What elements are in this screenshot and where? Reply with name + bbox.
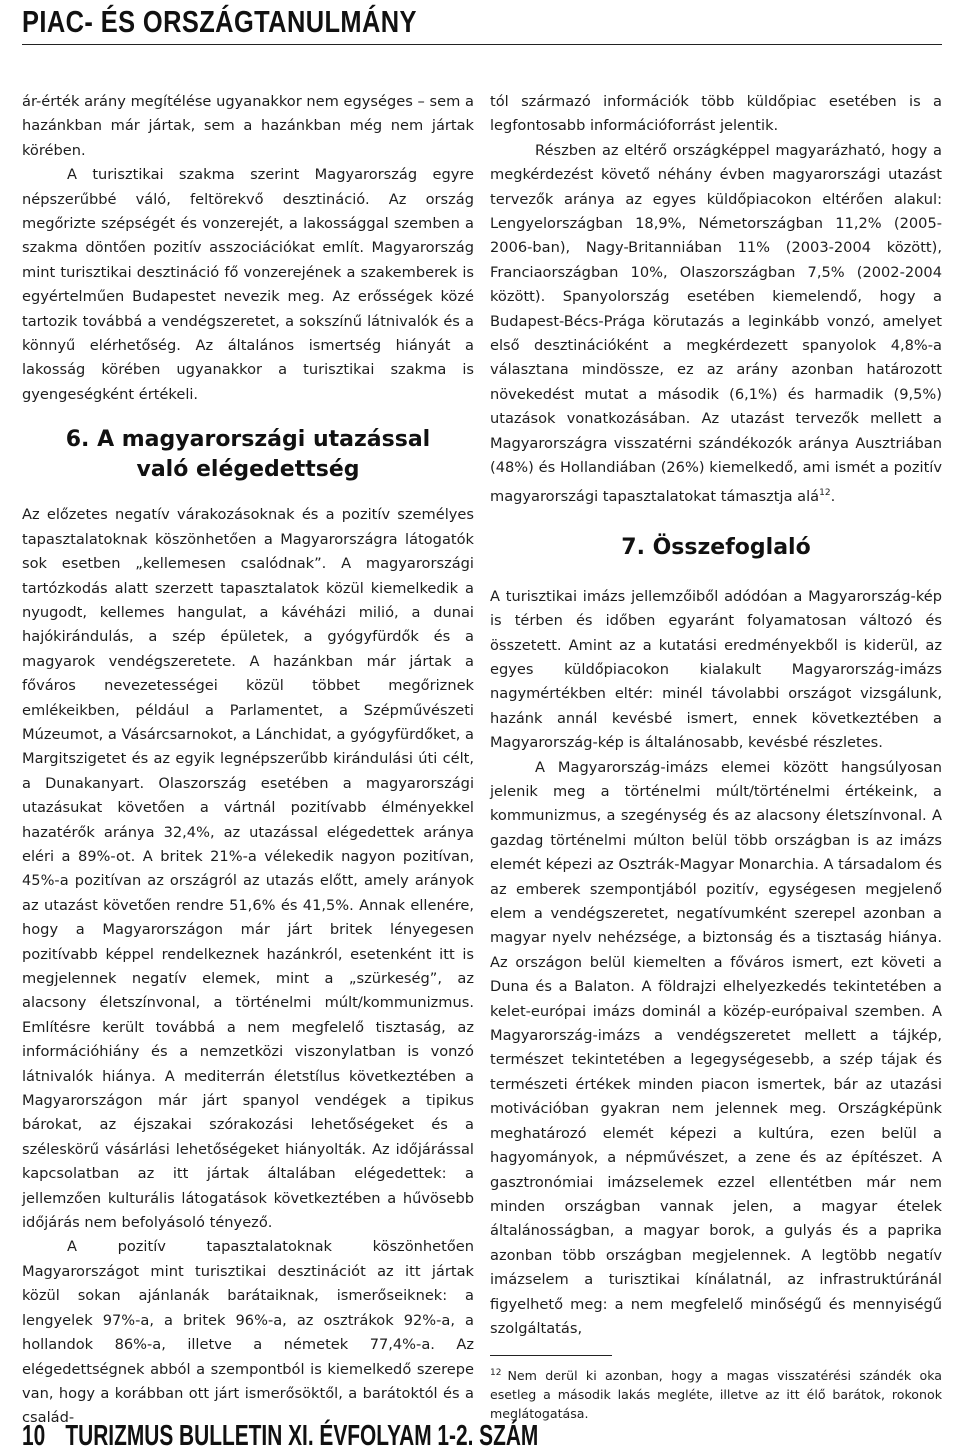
section-7-heading: 7. Összefoglaló [621, 534, 811, 560]
footnote-reference: 12 [819, 487, 831, 498]
right-column [490, 90, 942, 1423]
right-paragraph-2 [490, 139, 942, 509]
publication-title: TURIZMUS BULLETIN XI. ÉVFOLYAM 1-2. SZÁM [65, 1420, 539, 1452]
right-paragraph-2-end: . [830, 487, 836, 505]
page-header-title: PIAC- ÉS ORSZÁGTANULMÁNY [22, 4, 417, 39]
right-paragraph-1: tól származó információk több küldőpiac esetében is a legfontosabb információforrást jelentik. [490, 93, 942, 135]
page-footer [22, 1420, 538, 1453]
footnote-text: Nem derül ki azonban, hogy a magas visszatérési szándék oka esetleg a második lakás megléte, illetve az itt élő barátok, rokonok meglátogatása. [490, 1368, 942, 1421]
footnote-divider [490, 1355, 612, 1356]
right-paragraph-2-text: Részben az eltérő országképpel magyarázható, hogy a megkérdezést követő néhány évben magyarországi utazást tervezők aránya az egyes küldőpiacokon eltérően alakul: Lengyelországban 18,9%, Németországban 11,2% (2005-2006-ban), Nagy-Britanniában 11% (2003-2004 között), Franciaországban 10%, Olaszországban 7,5% (2002-2004 között). Spanyolország esetében kiemelendő, hogy a Budapest-Bécs-Prága körutazás a leginkább vonzó, amelyet első desztinációként a megkérdezett spanyolok 4,8%-a választana mindössze, ez az arány azonban határozott növekedést mutat a második (6,1%) és harmadik (9,5%) utazások vonatkozásában. Az utazást tervezők mellett a Magyarországra visszatérni szándékozók aránya Ausztriában (48%) és Hollandiában (26%) kiemelkedő, ami ismét a pozitív magyarországi tapasztalatokat támasztja alá [490, 141, 942, 505]
section-6-heading: 6. A magyarországi utazással való elégedettség [65, 427, 431, 483]
footnote-number: 12 [490, 1368, 502, 1379]
left-paragraph-3: Az előzetes negatív várakozásoknak és a pozitív személyes tapasztalatoknak köszönhetően a Magyarországra látogatók sok esetben „kellemesen csalódnak”. A magyarországi tartózkodás alatt szerzett tapasztalatok közül kiemelkedik a nyugodt, kellemes hangulat, a kávéházi milió, a dunai hajókirándulás, a szép épületek, a gyógyfürdők és a magyarok vendégszeretete. A hazánkban már jártak a főváros nevezetességei közül többet megőriznek emlékeikben, például a Parlamentet, a Szépművészeti Múzeumot, a Vásárcsarnokot, a Lánchidat, a gyógyfürdőket, a Margitszigetet és az egyik legnépszerűbb kirándulási úti célt, a Dunakanyart. Olaszország esetében a magyarországi utazásukat követően a vártnál pozitívabb élményekkel hazatérők aránya 32,4%, az utazással elégedettek aránya eléri a 89%-ot. A britek 21%-a vélekedik nagyon pozitívan, 45%-a pozitívan az országról az utazás előtt, amely arányok az utazást követően rendre 51,6% és 41,5%. Annak ellenére, hogy a Magyarországon már járt britek lényegesen pozitívabb képpel rendelkeznek hazánkról, esetenként itt is megjelennek negatív elemek, mint a „szürkeség”, az alacsony életszínvonal, a történelmi múlt/kommunizmus. Említésre került továbbá a nem megfelelő tisztaság, az információhiány és a nemzetközi viszonylatban is vonzó látnivalók hiánya. A mediterrán életstílus következtében a Magyarországon már járt spanyol vendégek a tipikus bárokat, az éjszakai szórakozási lehetőségeket és a széleskörű vásárlási lehetőségeket hiányolták. Az időjárással kapcsolatban az itt jártak általában elégedettek: a jellemzően kulturális látogatások következtében a hűvösebb időjárás nem befolyásoló tényező. [22, 506, 474, 1232]
right-paragraph-4: A Magyarország-imázs elemei között hangsúlyosan jelenik meg a történelmi múlt/történelmi értékeink, a kommunizmus, a szegénység és az alacsony életszínvonal. A gazdag történelmi múlton belül több országban is az imázs elemét képezi az Osztrák-Magyar Monarchia. A társadalom és az emberek szempontjából pozitív, egységesen megjelenő elem a vendégszeretet, negatívumként szerepel azonban a magyar nyelv nehézsége, a biztonság és a tisztaság hiánya. Az országon belül kiemelten a főváros ismert, ezt követi a Duna és a Balaton. A földrajzi elhelyezkedés tekintetében a kelet-európai imázs dominál a közép-európaival szemben. A Magyarország-imázs a vendégszeretet mellett a tájkép, természet tekintetében a legegységesebb, a szép tájak és természeti értékek minden piacon ismertek, bár az utazási motivációban gyakran nem jelennek meg. Országképünk meghatározó elemét képezi a kultúra, ezen belül a hagyományok, a népművészet, a zene és az építészet. A gasztronómiai imázselemek ezzel ellentétben már nem minden országban vannak jelen, a magyar ételek általánosságban, a magyar borok, a gulyás és a paprika azonban több országban megjelennek. A legtöbb negatív imázselem a turisztikai kínálatnál, az infrastruktúránál figyelhető meg: a nem megfelelő minőségű és mennyiségű szolgáltatás, [490, 758, 942, 1337]
left-paragraph-2: A turisztikai szakma szerint Magyarország egyre népszerűbbé váló, feltörekvő desztináció. Az ország megőrizte szépségét és vonzerejét, a lakossággal szemben a szakma döntően pozitív asszociációkat említ. Magyarország mint turisztikai desztináció fő vonzerejének a szakemberek is egyértelműen Budapestet nevezik meg. Az erősségek közé tartozik továbbá a vendégszeretet, a sokszínű látnivalók és a könnyű elérhetőség. Az általános ismertség hiányát a lakosság körében ugyanakkor a turisztikai szakma is gyengeségként értékeli. [22, 166, 474, 403]
header-divider [22, 44, 942, 45]
right-paragraph-3: A turisztikai imázs jellemzőiből adódóan a Magyarország-kép is térben és időben egyaránt folyamatosan változó és összetett. Amint az a kutatási eredményekből is kiderül, az egyes küldőpiacokon kialakult Magyarország-imázs nagymértékben eltér: minél távolabbi országot vizsgálunk, hazánk annál kevésbé ismert, ennek következtében a Magyarország-kép is általánosabb, kevésbé részletes. [490, 587, 942, 752]
page-number: 10 [22, 1420, 46, 1452]
footnote [490, 1364, 942, 1423]
left-paragraph-1: ár-érték arány megítélése ugyanakkor nem egységes – sem a hazánkban már jártak, sem a hazánkban még nem jártak körében. [22, 93, 474, 159]
left-paragraph-4: A pozitív tapasztalatoknak köszönhetően Magyarországot mint turisztikai desztinációt az itt jártak közül sokan ajánlanák barátaiknak, ismerőseiknek: a lengyelek 97%-a, a britek 96%-a, az osztrákok 92%-a, a hollandok 86%-a, illetve a németek 77,4%-a. Az elégedettségnek abból a szempontból is kiemelkedő szerepe van, hogy a korábban ott járt ismerősöktől, a barátoktól és a család- [22, 1238, 474, 1427]
left-column [22, 90, 474, 1431]
